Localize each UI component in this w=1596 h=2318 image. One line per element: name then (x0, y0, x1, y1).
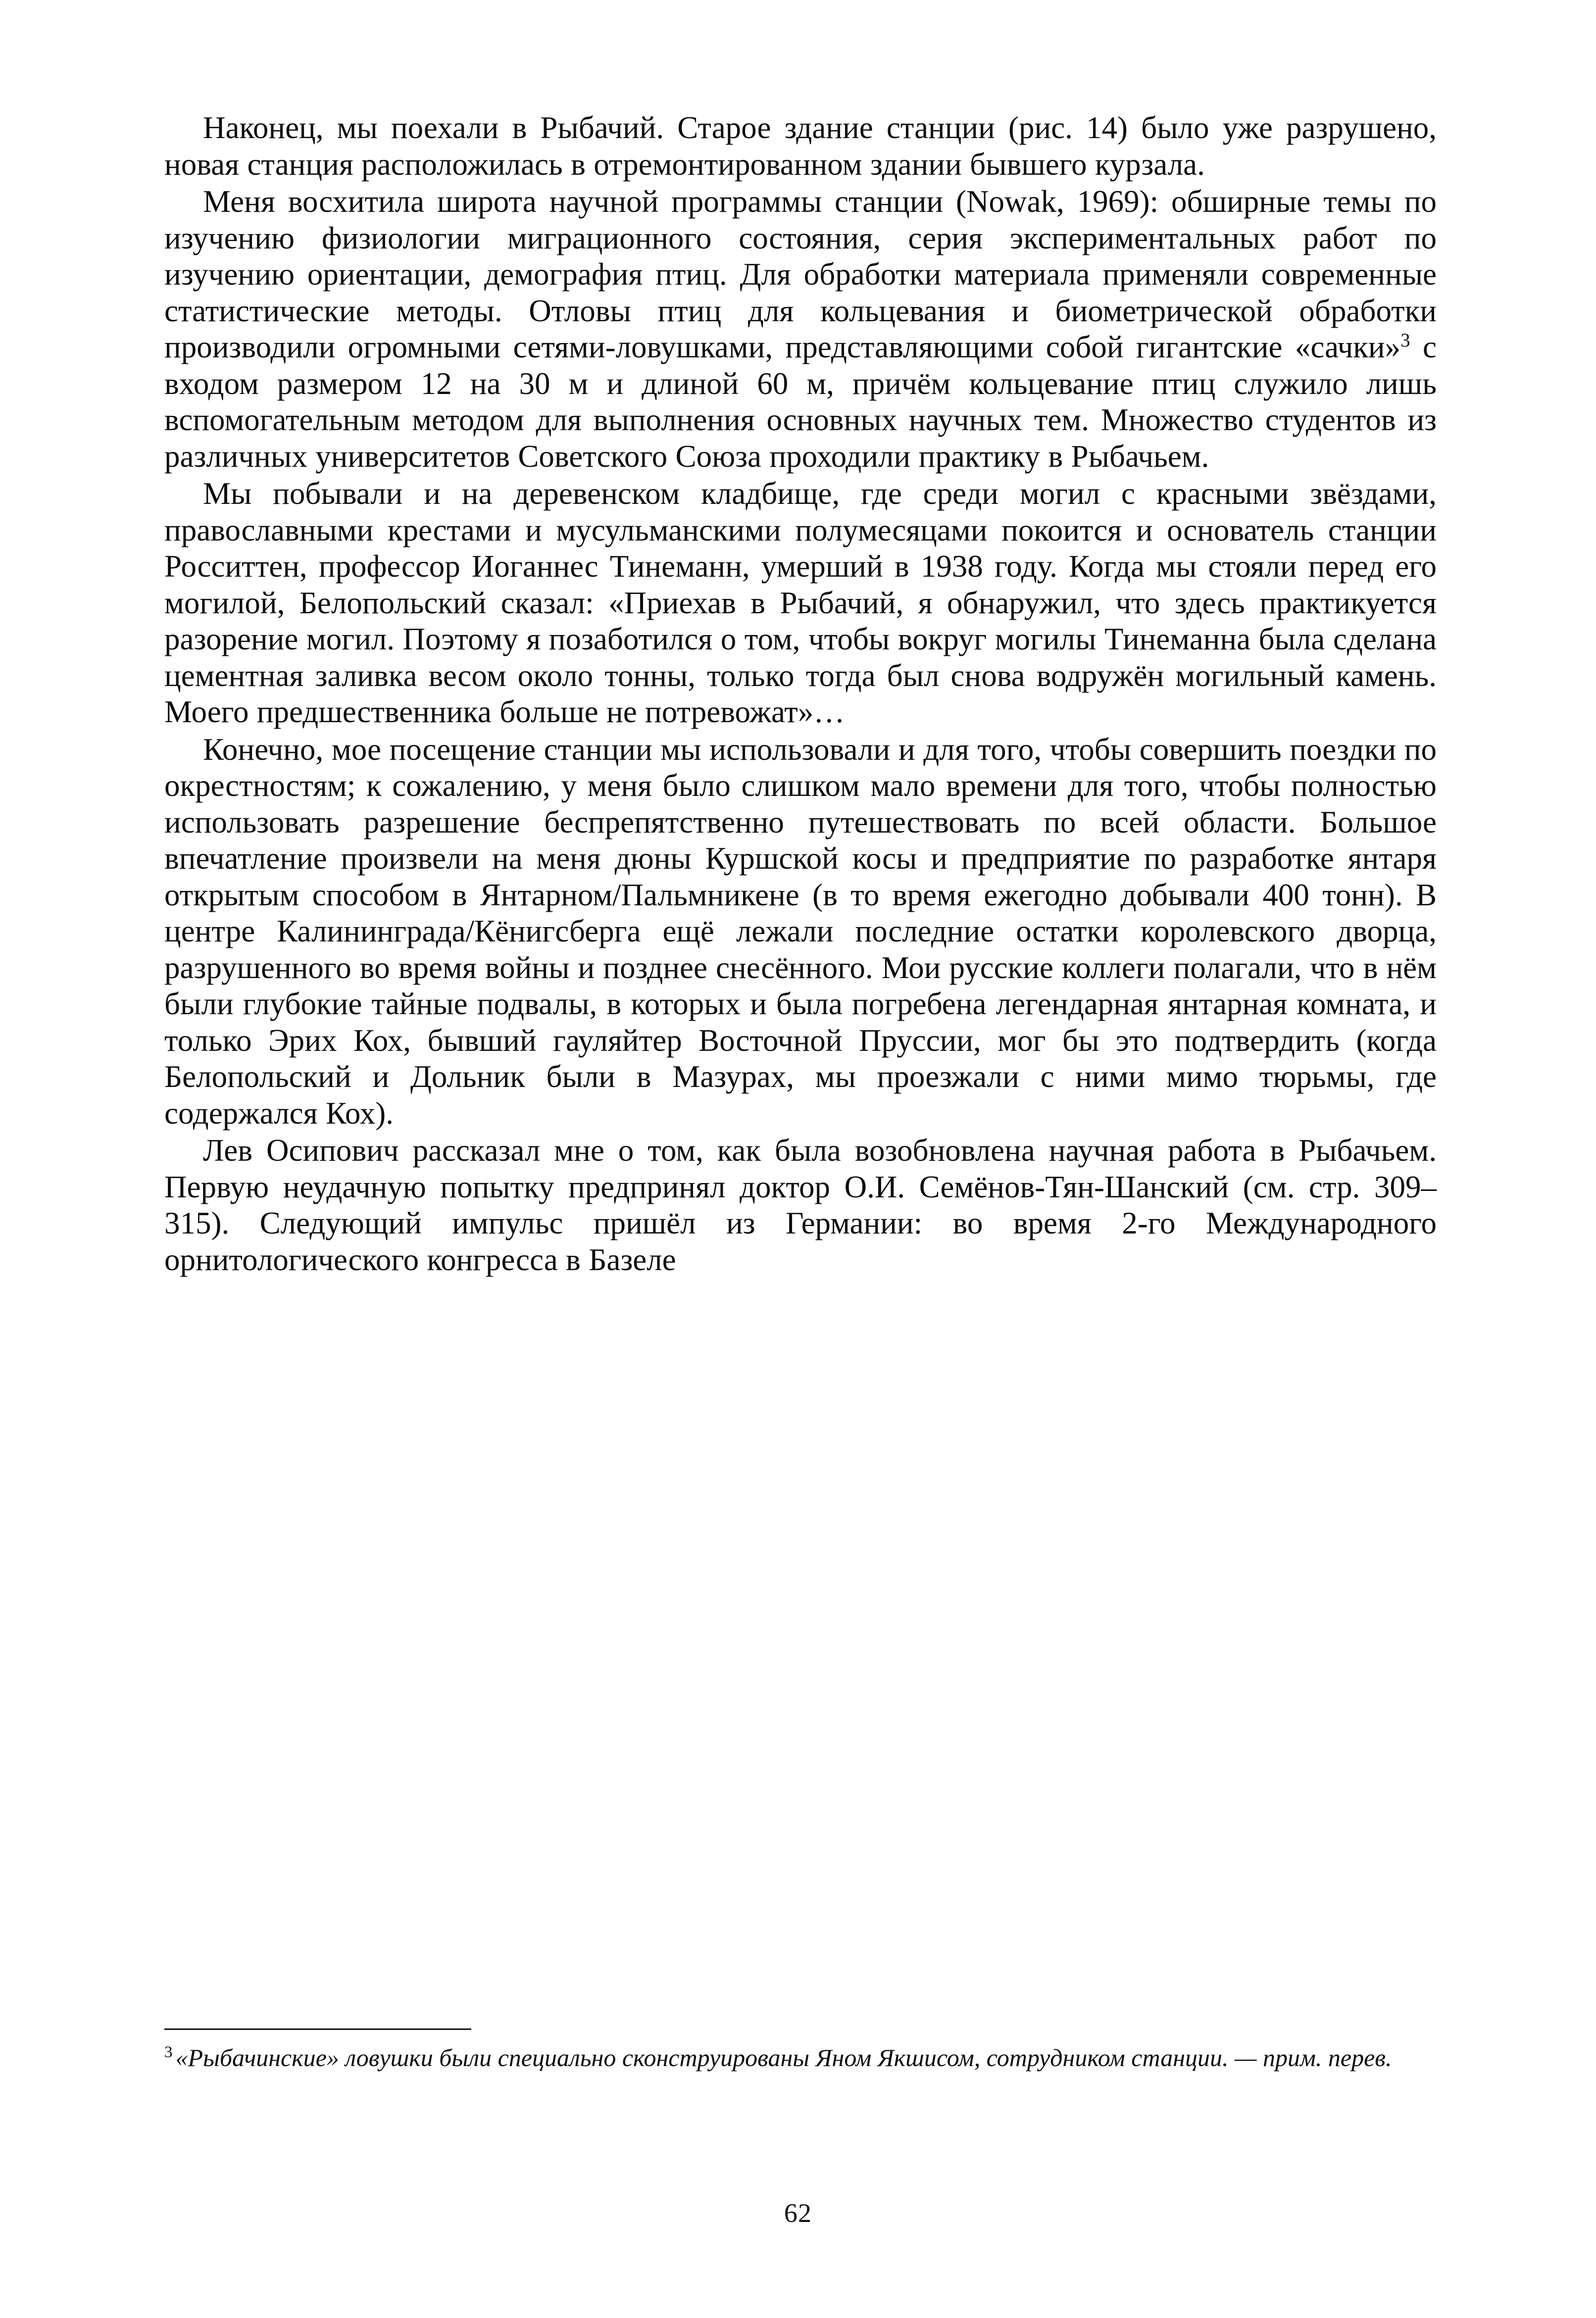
paragraph-5: Лев Осипович рассказал мне о том, как была возобновлена научная работа в Рыбачьем. Первую неудачную попытку предпринял доктор О.И. Семёнов-Тян-Шанский (см. стр. 309–315). Следующий импульс пришёл из Германии: во время 2-го Международного орнитологического конгресса в Базеле (164, 1133, 1437, 1277)
paragraph-1: Наконец, мы поехали в Рыбачий. Старое здание станции (рис. 14) было уже разрушено, новая станция расположилась в отремонтированном здании бывшего курзала. (164, 110, 1437, 182)
page-number: 62 (784, 2198, 812, 2228)
paragraph-2-part-1: Меня восхитила широта научной программы станции (Nowak, 1969): обширные темы по изучению физиологии миграционного состояния, серия экспериментальных работ по изучению ориентации, демография птиц. Для обработки материала применяли современные статистические методы. Отловы птиц для кольцевания и биометрической обработки производили огромными сетями-ловушками, представляющими собой гигантские «сачки» (164, 184, 1437, 365)
paragraph-3: Мы побывали и на деревенском кладбище, где среди могил с красными звёздами, православными крестами и мусульманскими полумесяцами покоится и основатель станции Росситтен, профессор Иоганнес Тинеманн, умерший в 1938 году. Когда мы стояли перед его могилой, Белопольский сказал: «Приехав в Рыбачий, я обнаружил, что здесь практикуется разорение могил. Поэтому я позаботился о том, чтобы вокруг могилы Тинеманна была сделана цементная заливка весом около тонны, только тогда был снова водружён могильный камень. Моего предшественника больше не потревожат»… (164, 476, 1437, 730)
body-text-column (164, 110, 1437, 1279)
paragraph-4: Конечно, мое посещение станции мы использовали и для того, чтобы совершить поездки по окрестностям; к сожалению, у меня было слишком мало времени для того, чтобы полностью использовать разрешение беспрепятственно путешествовать по всей области. Большое впечатление произвели на меня дюны Куршской косы и предприятие по разработке янтаря открытым способом в Янтарном/Пальмникене (в то время ежегодно добывали 400 тонн). В центре Калининграда/Кёнигсберга ещё лежали последние остатки королевского дворца, разрушенного во время войны и позднее снесённого. Мои русские коллеги полагали, что в нём были глубокие тайные подвалы, в которых и была погребена легендарная янтарная комната, и только Эрих Кох, бывший гауляйтер Восточной Пруссии, мог бы это подтвердить (когда Белопольский и Дольник были в Мазурах, мы проезжали с ними мимо тюрьмы, где содержался Кох). (164, 732, 1437, 1131)
paragraph-2 (164, 184, 1437, 475)
footnote-reference-3: 3 (1400, 330, 1410, 351)
footnote-entry (164, 2043, 1437, 2073)
footnote-separator-rule (164, 2028, 471, 2030)
footnote-number: 3 (164, 2043, 173, 2062)
footnote-body: «Рыбачинские» ловушки были специально сконструированы Яном Якшисом, сотрудником станции. — прим. перев. (175, 2044, 1392, 2071)
footnote-area (164, 2028, 1437, 2073)
paragraph-2-part-2: с входом размером 12 на 30 м и длиной 60 м, причём кольцевание птиц служило лишь вспомогательным методом для выполнения основных научных тем. Множество студентов из различных университетов Советского Союза проходили практику в Рыбачьем. (164, 330, 1437, 474)
